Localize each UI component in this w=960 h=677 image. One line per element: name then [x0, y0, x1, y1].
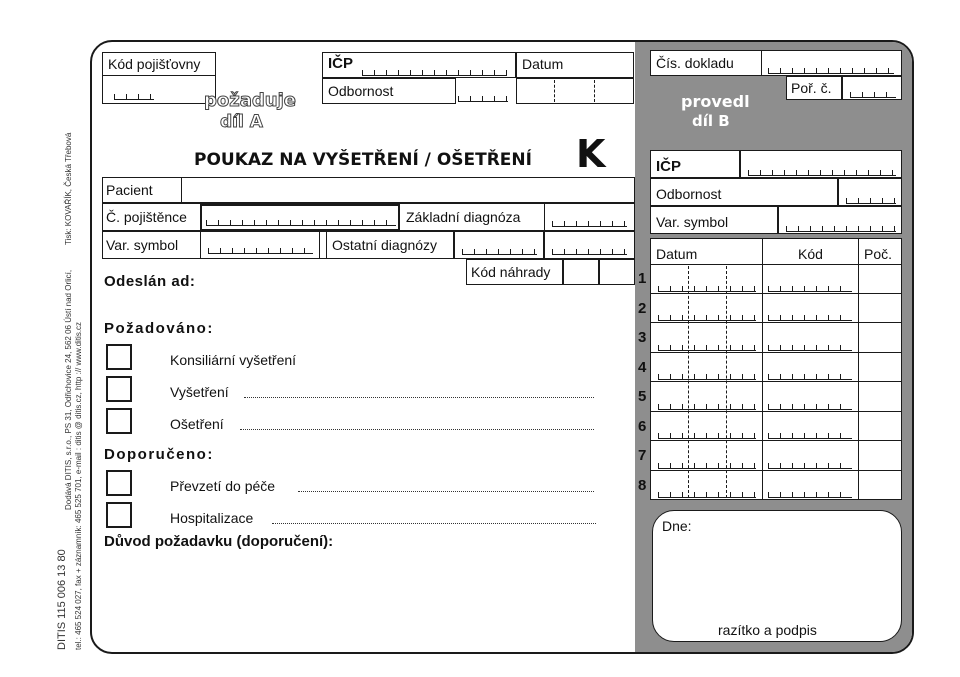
part-b-var-symbol-ticks	[786, 226, 896, 232]
procedure-code-ticks	[768, 433, 852, 439]
procedure-row-number: 4	[638, 358, 647, 376]
side-supplier: Dodává DITIS, s.r.o., PS 31, Odřichovice 24, 562 06 Ústí nad Orlicí,	[64, 269, 73, 510]
procedure-row-number: 7	[638, 447, 647, 464]
procedure-row-number: 8	[638, 476, 647, 494]
kod-pojistovny-ticks	[114, 94, 154, 100]
zakladni-diagnoza-label: Základní diagnóza	[406, 209, 521, 225]
vysetreni-label: Vyšetření	[170, 384, 229, 400]
procedure-date-ticks	[658, 404, 756, 410]
ostatni-diagnozy-ticks-2	[552, 249, 627, 255]
procedure-code-ticks	[768, 315, 852, 321]
procedure-row-number: 2	[638, 299, 647, 317]
procedure-code-ticks	[768, 404, 852, 410]
doporuceno-heading: Doporučeno:	[104, 446, 214, 463]
zakladni-diagnoza-ticks	[552, 221, 627, 227]
procedure-row-number: 3	[638, 329, 647, 346]
form-title: POUKAZ NA VYŠETŘENÍ / OŠETŘENÍ	[194, 150, 532, 170]
osetreni-label: Ošetření	[170, 416, 224, 432]
kod-nahrady-field-1[interactable]	[563, 259, 599, 285]
procedure-code-ticks	[768, 286, 852, 292]
col-kod-header: Kód	[798, 246, 823, 262]
form-title-letter: K	[576, 132, 606, 176]
procedure-date-ticks	[658, 492, 756, 498]
pozaduje-label: požaduje	[204, 90, 296, 111]
c-pojistence-ticks	[206, 220, 396, 226]
datum-sep-1	[554, 80, 555, 102]
part-b-var-symbol-label: Var. symbol	[656, 214, 729, 230]
procedure-date-ticks	[658, 315, 756, 321]
procedure-code-ticks	[768, 463, 852, 469]
part-b-odbornost-label: Odbornost	[656, 186, 722, 202]
prevzeti-label: Převzetí do péče	[170, 478, 276, 494]
cis-dokladu-label: Čís. dokladu	[656, 55, 734, 71]
procedure-date-ticks	[658, 374, 756, 380]
datum-sep-2	[594, 80, 595, 102]
kod-nahrady-label: Kód náhrady	[471, 264, 551, 280]
datum-label: Datum	[522, 56, 564, 72]
col-datum-header: Datum	[656, 246, 698, 262]
datum-value-box[interactable]	[516, 78, 634, 104]
prevzeti-checkbox[interactable]	[106, 470, 132, 496]
procedure-date-ticks	[658, 433, 756, 439]
provedl-label: provedl	[681, 92, 750, 111]
procedure-code-ticks	[768, 492, 852, 498]
dil-a-label: díl A	[220, 112, 263, 132]
cis-dokladu-ticks	[768, 68, 894, 74]
vysetreni-checkbox[interactable]	[106, 376, 132, 402]
side-print: Tisk: KOVAŘÍK, Česká Třebová	[64, 132, 73, 245]
kod-pojistovny-label: Kód pojišťovny	[108, 56, 201, 72]
ostatni-diagnozy-ticks-1	[462, 249, 537, 255]
osetreni-checkbox[interactable]	[106, 408, 132, 434]
var-symbol-label: Var. symbol	[106, 237, 179, 253]
por-c-label: Poř. č.	[791, 80, 832, 96]
dil-b-label: díl B	[692, 112, 730, 130]
var-symbol-field[interactable]	[200, 231, 320, 259]
hospitalizace-checkbox[interactable]	[106, 502, 132, 528]
vysetreni-fill-line[interactable]	[244, 397, 594, 398]
dne-label: Dne:	[662, 518, 692, 534]
procedure-date-ticks	[658, 463, 756, 469]
part-b-icp-ticks	[748, 170, 896, 176]
konsiliarni-checkbox[interactable]	[106, 344, 132, 370]
por-c-ticks	[850, 92, 896, 98]
referral-form	[90, 40, 914, 654]
odbornost-label: Odbornost	[328, 83, 394, 99]
procedure-date-ticks	[658, 286, 756, 292]
duvod-label: Důvod požadavku (doporučení):	[104, 533, 334, 550]
c-pojistence-label: Č. pojištěnce	[106, 209, 187, 225]
procedure-code-ticks	[768, 374, 852, 380]
procedure-row-number: 1	[638, 270, 647, 287]
pacient-label: Pacient	[106, 182, 153, 198]
ostatni-diagnozy-label: Ostatní diagnózy	[332, 237, 438, 253]
part-b-icp-label: IČP	[656, 158, 682, 175]
konsiliarni-label: Konsiliární vyšetření	[170, 352, 297, 368]
procedure-row-number: 6	[638, 417, 647, 435]
odbornost-ticks	[458, 96, 508, 102]
icp-label: IČP	[328, 55, 354, 72]
var-symbol-ticks	[208, 248, 313, 254]
hospitalizace-label: Hospitalizace	[170, 510, 254, 526]
odeslan-ad-label: Odeslán ad:	[104, 273, 196, 290]
osetreni-fill-line[interactable]	[240, 429, 594, 430]
hospitalizace-fill-line[interactable]	[272, 523, 596, 524]
prevzeti-fill-line[interactable]	[298, 491, 594, 492]
procedure-date-ticks	[658, 345, 756, 351]
icp-ticks	[362, 70, 507, 76]
razitko-label: razítko a podpis	[718, 622, 817, 638]
procedure-row-number: 5	[638, 388, 647, 405]
side-product-code: DITIS 115 006 13 80	[56, 549, 68, 650]
procedure-code-ticks	[768, 345, 852, 351]
part-b-odbornost-ticks	[846, 198, 896, 204]
kod-nahrady-field-2[interactable]	[599, 259, 635, 285]
side-contacts: tel.: 465 524 027, fax + záznamník: 465 525 701, e-mail : ditis @ ditis.cz, http :// www.ditis.cz	[74, 321, 83, 650]
pozadovano-heading: Požadováno:	[104, 320, 214, 337]
col-poc-header: Poč.	[864, 246, 893, 262]
c-pojistence-field[interactable]	[200, 204, 400, 231]
